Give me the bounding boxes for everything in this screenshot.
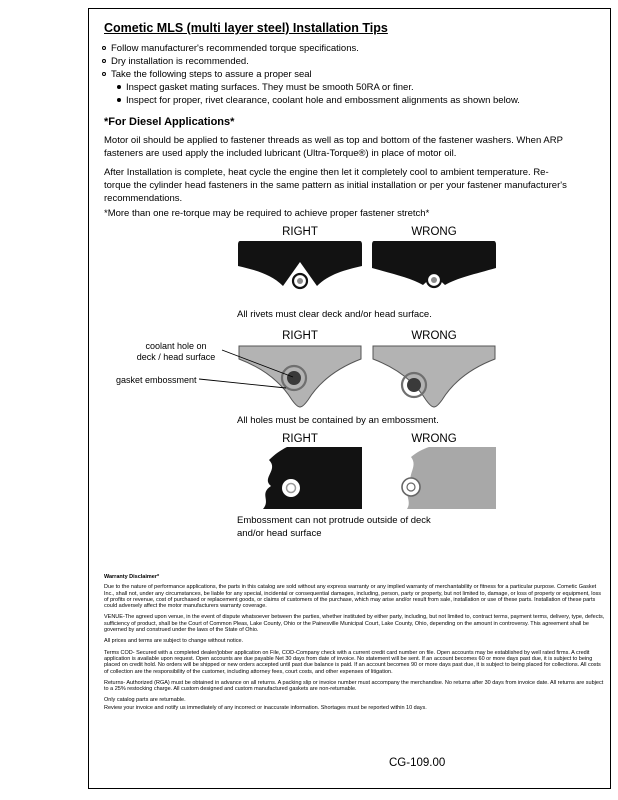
diagram-caption-holes: All holes must be contained by an embossment. [237, 415, 439, 426]
dot-bullet-icon [117, 98, 121, 102]
diagram-caption-embossment: Embossment can not protrude outside of deck and/or head surface [237, 515, 431, 539]
venue-paragraph: VENUE-The agreed upon venue, in the event of dispute whatsoever between the parties, whether instituted by either party, including, but not limited to, contract terms, payment terms, delivery, type, defects, sufficiency of product, shall be the Court of Common Pleas, Lake County, Ohio or the Painesville Municipal Court, Lake County, Ohio, depending on the amount in controversy. This agreement shall be governed by and construed under the laws of the State of Ohio. [104, 614, 605, 634]
diagram-rivet-right [237, 240, 363, 304]
diagram-hole-wrong [371, 344, 497, 410]
warranty-heading: Warranty Disclaimer* [104, 574, 160, 580]
returnable-note: Only catalog parts are returnable. [104, 697, 186, 704]
right-column-header: RIGHT [282, 226, 318, 238]
sub-tip-text: Inspect gasket mating surfaces. They must be smooth 50RA or finer. [126, 82, 414, 93]
warranty-paragraph: Due to the nature of performance applications, the parts in this catalog are sold without any express warranty or any implied warranty of merchantability or fitness for a particular purpose. Cometic Gasket Inc., shall not, under any circumstances, be liable for any special, incidental or consequential damages, including, person, party or property, but not limited to, damage, or loss of property or equipment, loss of profits or revenue, cost of purchased or replacement goods, or claims of customers of the purchase, which may arise and/or result from sale, installation or use of these parts. Installation of these parts could adversely affect the motor manufacturers warranty coverage. [104, 584, 601, 610]
tip-text: Dry installation is recommended. [111, 56, 249, 67]
diagram-embossment-wrong [371, 446, 497, 510]
right-column-header: RIGHT [282, 433, 318, 445]
page-title: Cometic MLS (multi layer steel) Installation Tips [104, 21, 388, 35]
rivet-interference-illustration [371, 240, 497, 304]
tip-text: Follow manufacturer's recommended torque specifications. [111, 43, 359, 54]
returns-paragraph: Returns- Authorized (RGA) must be obtained in advance on all returns. A packing slip or invoice number must accompany the merchandise. No returns after 30 days from invoice date. All returns are subject to a 25% restocking charge. All custom designed and custom manufactured gaskets are non-returnable. [104, 679, 604, 693]
gasket-embossment-label: gasket embossment [116, 375, 197, 385]
circle-bullet-icon [102, 59, 106, 63]
diesel-paragraph-2: After Installation is complete, heat cycle the engine then let it completely cool to ambient temperature. Re-torque the cylinder head fasteners in the same pattern as initial installation or per your fastener manufacturer's recommendations. [104, 167, 567, 204]
warranty-disclaimer-section [104, 574, 606, 712]
invoice-review-note: Review your invoice and notify us immediately of any incorrect or inaccurate information. Shortages must be reported within 10 days. [104, 704, 427, 711]
tip-item [102, 43, 359, 54]
tip-text: Take the following steps to assure a proper seal [111, 69, 312, 80]
circle-bullet-icon [102, 72, 106, 76]
page-number-code: CG-109.00 [389, 757, 446, 769]
diagram-caption-rivets: All rivets must clear deck and/or head surface. [237, 309, 432, 320]
dot-bullet-icon [117, 85, 121, 89]
hole-contained-illustration [237, 344, 363, 410]
tip-item [102, 69, 312, 80]
retorque-note: *More than one re-torque may be required to achieve proper fastener stretch* [104, 208, 430, 219]
diagram-rivet-wrong [371, 240, 497, 304]
diesel-applications-heading: *For Diesel Applications* [104, 116, 235, 128]
diagram-hole-right [237, 344, 363, 410]
prices-terms-note: All prices and terms are subject to change without notice. [104, 638, 244, 645]
diesel-paragraph-1: Motor oil should be applied to fastener threads as well as top and bottom of the fastener washers. When ARP fasteners are used apply the included lubricant (Ultra-Torque®) in place of motor oil. [104, 135, 563, 159]
diagram-embossment-right [237, 446, 363, 510]
embossment-inside-illustration [237, 446, 363, 510]
sub-tip-text: Inspect for proper, rivet clearance, coolant hole and embossment alignments as shown below. [126, 95, 520, 106]
sub-tip-item [117, 82, 414, 93]
hole-uncontained-illustration [371, 344, 497, 410]
sub-tip-item [117, 95, 520, 106]
right-column-header: RIGHT [282, 330, 318, 342]
tip-item [102, 56, 249, 67]
circle-bullet-icon [102, 46, 106, 50]
terms-cod-paragraph: Terms COD- Secured with a completed dealer/jobber application on File, COD-Company check with a current credit card number on file. Open accounts may be established by well rated firms. A credit application is available upon request. Open accounts are due payable Net 30 days from date of invoice. No statement will be sent. If an account becomes 60 or more days past due, it is subject to being placed on credit hold. No orders will be shipped or new orders accepted until past due balance is paid. If an account becomes 90 or more days past due, it is subject to being placed for collections. All costs of collection are the responsibility of the customer, including attorney fees, court costs, and other expenses of litigation. [104, 649, 601, 675]
wrong-column-header: WRONG [411, 330, 457, 342]
embossment-protruding-illustration [371, 446, 497, 510]
wrong-column-header: WRONG [411, 433, 457, 445]
wrong-column-header: WRONG [411, 226, 457, 238]
coolant-hole-label: coolant hole on deck / head surface [136, 341, 216, 362]
rivet-clear-illustration [237, 240, 363, 304]
